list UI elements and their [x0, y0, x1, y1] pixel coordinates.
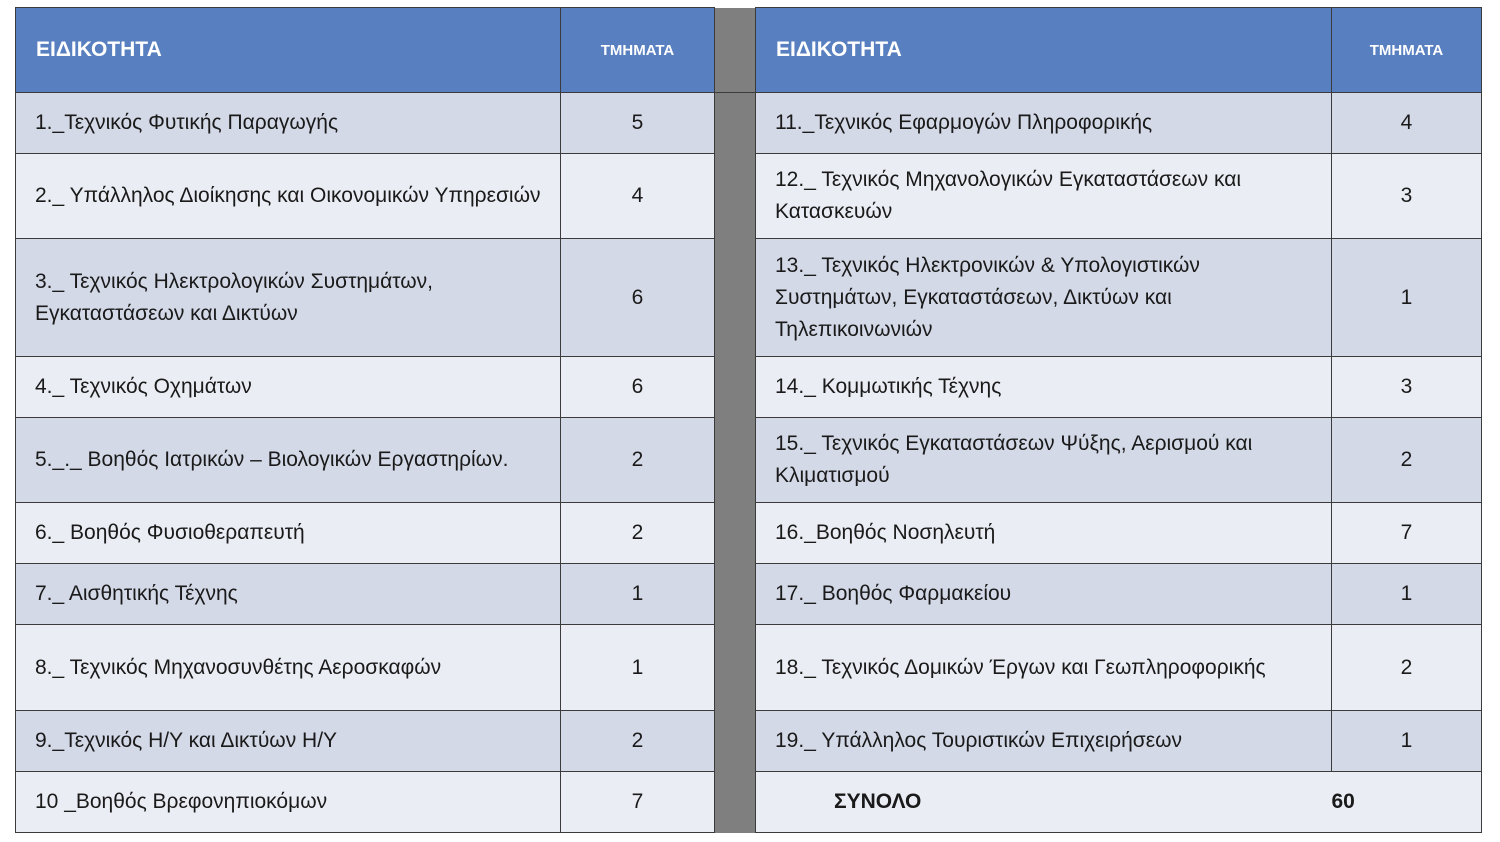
- right-count: 2: [1332, 625, 1482, 711]
- left-specialty: 2._ Υπάλληλος Διοίκησης και Οικονομικών Υπηρεσιών: [16, 154, 561, 239]
- column-separator: [715, 772, 756, 833]
- column-separator: [715, 564, 756, 625]
- left-specialty: 9._Τεχνικός Η/Υ και Δικτύων Η/Υ: [16, 711, 561, 772]
- left-specialty: 6._ Βοηθός Φυσιοθεραπευτή: [16, 503, 561, 564]
- left-specialty: 3._ Τεχνικός Ηλεκτρολογικών Συστημάτων, Εγκαταστάσεων και Δικτύων: [16, 239, 561, 357]
- right-count: 1: [1332, 239, 1482, 357]
- left-specialty: 7._ Αισθητικής Τέχνης: [16, 564, 561, 625]
- right-specialty: 19._ Υπάλληλος Τουριστικών Επιχειρήσεων: [756, 711, 1332, 772]
- right-specialty: 17._ Βοηθός Φαρμακείου: [756, 564, 1332, 625]
- left-count: 1: [561, 564, 715, 625]
- specialties-table: [15, 7, 1482, 833]
- left-specialty: 4._ Τεχνικός Οχημάτων: [16, 357, 561, 418]
- total-value: 60: [1332, 772, 1482, 833]
- right-specialty: 16._Βοηθός Νοσηλευτή: [756, 503, 1332, 564]
- right-count: 3: [1332, 357, 1482, 418]
- header-sections-right: ΤΜΗΜΑΤΑ: [1332, 8, 1482, 93]
- column-separator: [715, 154, 756, 239]
- left-specialty: 8._ Τεχνικός Μηχανοσυνθέτης Αεροσκαφών: [16, 625, 561, 711]
- total-label: ΣΥΝΟΛΟ: [756, 772, 1332, 833]
- header-specialty-left: ΕΙΔΙΚΟΤΗΤΑ: [16, 8, 561, 93]
- column-separator: [715, 503, 756, 564]
- column-separator: [715, 625, 756, 711]
- right-specialty: 11._Τεχνικός Εφαρμογών Πληροφορικής: [756, 93, 1332, 154]
- column-separator: [715, 239, 756, 357]
- header-row: [16, 8, 1482, 93]
- right-specialty: 13._ Τεχνικός Ηλεκτρονικών & Υπολογιστικών Συστημάτων, Εγκαταστάσεων, Δικτύων και Τηλεπικοινωνιών: [756, 239, 1332, 357]
- left-count: 6: [561, 239, 715, 357]
- table-row: [16, 564, 1482, 625]
- left-count: 2: [561, 503, 715, 564]
- left-count: 5: [561, 93, 715, 154]
- column-separator: [715, 8, 756, 93]
- table-row: [16, 357, 1482, 418]
- column-separator: [715, 418, 756, 503]
- column-separator: [715, 93, 756, 154]
- right-specialty: 14._ Κομμωτικής Τέχνης: [756, 357, 1332, 418]
- right-count: 1: [1332, 711, 1482, 772]
- right-count: 1: [1332, 564, 1482, 625]
- left-count: 2: [561, 711, 715, 772]
- left-count: 6: [561, 357, 715, 418]
- header-specialty-right: ΕΙΔΙΚΟΤΗΤΑ: [756, 8, 1332, 93]
- total-row: [16, 772, 1482, 833]
- right-count: 7: [1332, 503, 1482, 564]
- table-row: [16, 239, 1482, 357]
- left-specialty: 10 _Βοηθός Βρεφονηπιοκόμων: [16, 772, 561, 833]
- left-count: 1: [561, 625, 715, 711]
- table-row: [16, 154, 1482, 239]
- column-separator: [715, 357, 756, 418]
- right-specialty: 18._ Τεχνικός Δομικών Έργων και Γεωπληροφορικής: [756, 625, 1332, 711]
- right-specialty: 15._ Τεχνικός Εγκαταστάσεων Ψύξης, Αερισμού και Κλιματισμού: [756, 418, 1332, 503]
- right-count: 3: [1332, 154, 1482, 239]
- header-sections-left: ΤΜΗΜΑΤΑ: [561, 8, 715, 93]
- column-separator: [715, 711, 756, 772]
- table-row: [16, 503, 1482, 564]
- table-row: [16, 93, 1482, 154]
- table-row: [16, 418, 1482, 503]
- table-row: [16, 625, 1482, 711]
- table-row: [16, 711, 1482, 772]
- left-count: 2: [561, 418, 715, 503]
- left-specialty: 5._._ Βοηθός Ιατρικών – Βιολογικών Εργαστηρίων.: [16, 418, 561, 503]
- left-specialty: 1._Τεχνικός Φυτικής Παραγωγής: [16, 93, 561, 154]
- right-count: 4: [1332, 93, 1482, 154]
- right-count: 2: [1332, 418, 1482, 503]
- left-count: 7: [561, 772, 715, 833]
- right-specialty: 12._ Τεχνικός Μηχανολογικών Εγκαταστάσεων και Κατασκευών: [756, 154, 1332, 239]
- left-count: 4: [561, 154, 715, 239]
